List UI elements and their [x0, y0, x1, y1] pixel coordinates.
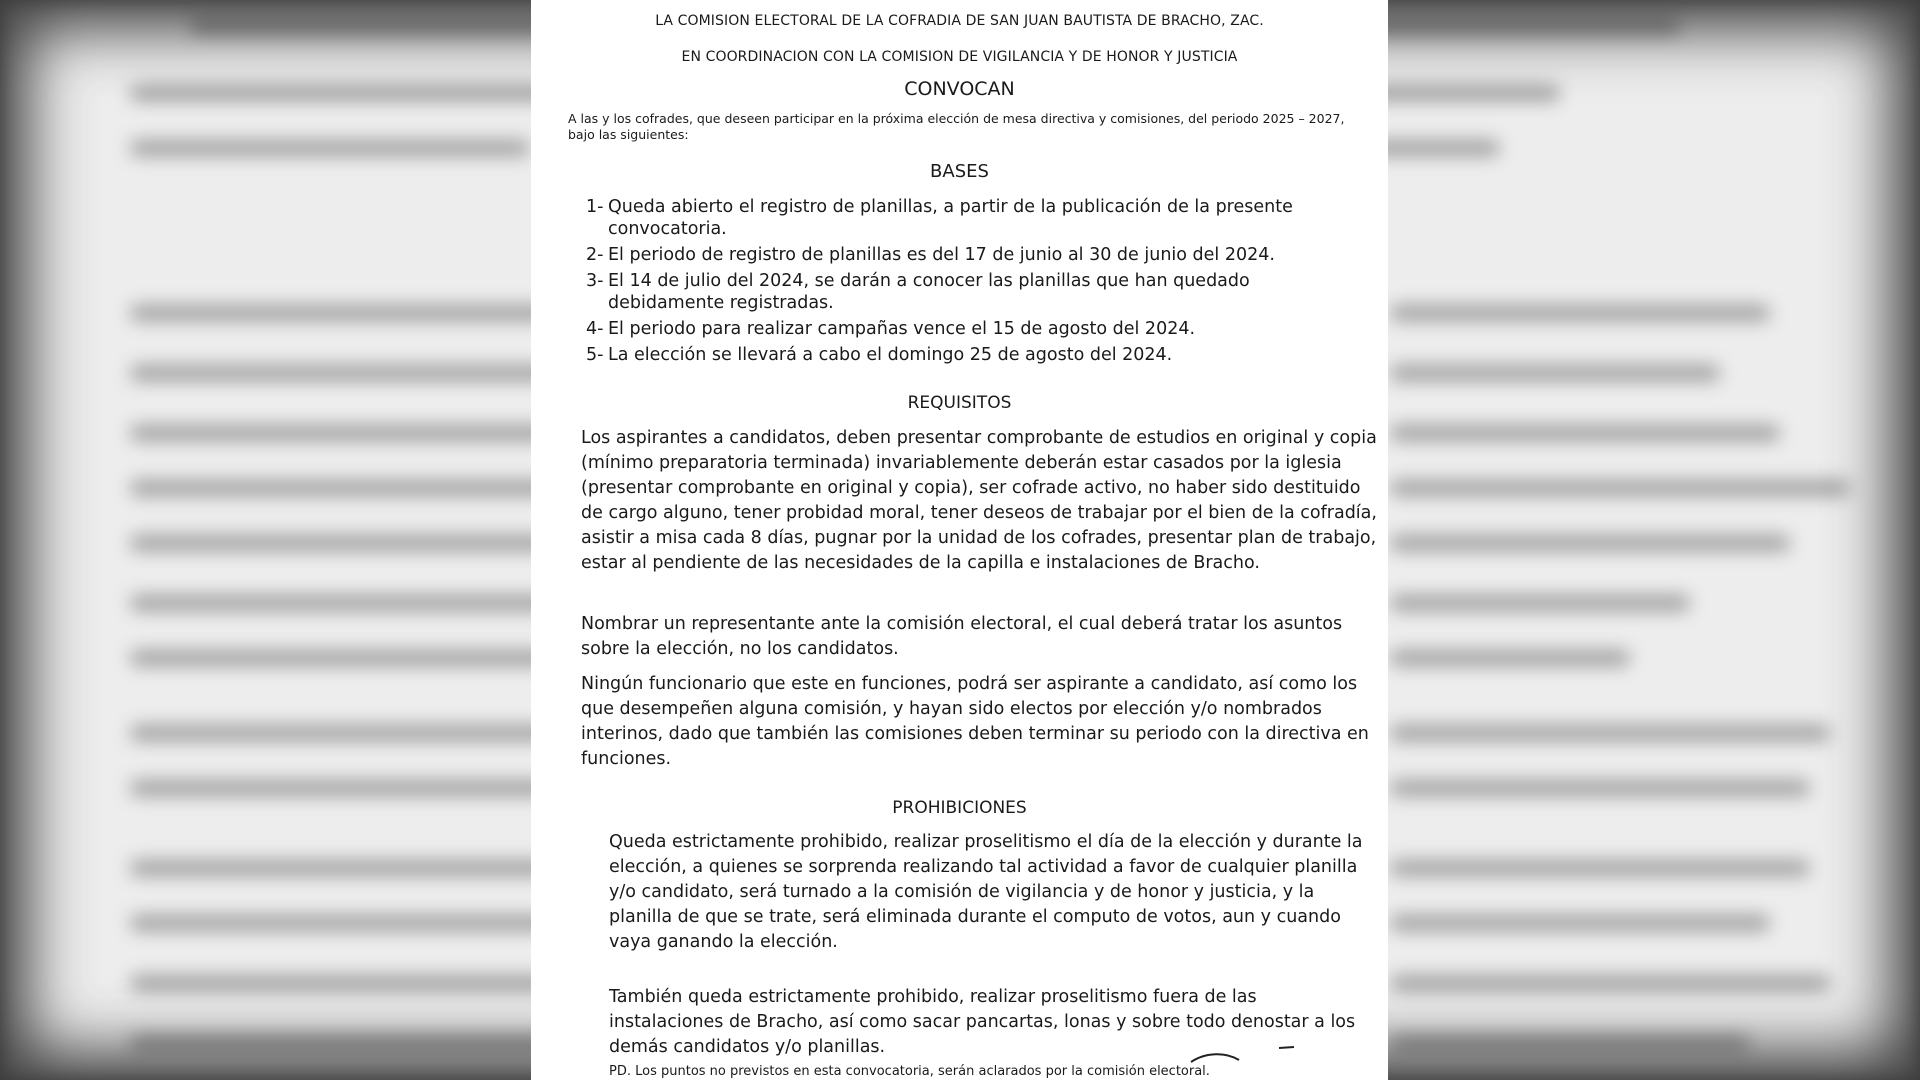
requisitos-paragraph: Los aspirantes a candidatos, deben presentar comprobante de estudios en original y copia (mínimo preparatoria terminada) invariablemente deberán estar casados por la iglesia (presentar comprobante en original y copia), ser cofrade activo, no haber sido destituido de cargo alguno, tener probidad moral, tener deseos de trabajar por el bien de la cofradía, asistir a misa cada 8 días, pugnar por la unidad de los cofrades, presentar plan de trabajo, estar al pendiente de las necesidades de la capilla e instalaciones de Bracho. — [581, 428, 1377, 573]
intro-paragraph: A las y los cofrades, que deseen participar en la próxima elección de mesa directiva y comisiones, del periodo 2025 – 2027, bajo las siguientes: — [568, 111, 1345, 142]
prohibiciones-heading: PROHIBICIONES — [892, 798, 1027, 818]
bases-heading: BASES — [930, 161, 989, 182]
document-page — [531, 0, 1388, 1080]
base-item — [586, 196, 1346, 240]
base-text: Queda abierto el registro de planillas, a partir de la publicación de la presente convocatoria. — [608, 197, 1293, 239]
header-line-2: EN COORDINACION CON LA COMISION DE VIGILANCIA Y DE HONOR Y JUSTICIA — [681, 49, 1238, 65]
base-number: 4- — [586, 319, 604, 339]
base-item — [586, 244, 1346, 266]
base-text: La elección se llevará a cabo el domingo 25 de agosto del 2024. — [608, 345, 1173, 365]
header-line-1: LA COMISION ELECTORAL DE LA COFRADIA DE SAN JUAN BAUTISTA DE BRACHO, ZAC. — [655, 13, 1264, 29]
base-text: El periodo de registro de planillas es del 17 de junio al 30 de junio del 2024. — [608, 245, 1275, 265]
base-item — [586, 318, 1346, 340]
base-item — [586, 270, 1346, 314]
document-title: CONVOCAN — [904, 78, 1015, 100]
requisitos-paragraph: Ningún funcionario que este en funciones, podrá ser aspirante a candidato, así como los que desempeñen alguna comisión, y hayan sido electos por elección y/o nombrados interinos, dado que también las comisiones deben terminar su periodo con la directiva en funciones. — [581, 674, 1369, 769]
base-number: 3- — [586, 271, 604, 291]
base-text: El 14 de julio del 2024, se darán a conocer las planillas que han quedado debidamente registradas. — [608, 271, 1250, 313]
prohibiciones-paragraph: También queda estrictamente prohibido, realizar proselitismo fuera de las instalaciones de Bracho, así como sacar pancartas, lonas y sobre todo denostar a los demás candidatos y/o planillas. — [609, 987, 1356, 1057]
base-number: 1- — [586, 197, 604, 217]
base-number: 2- — [586, 245, 604, 265]
base-item — [586, 344, 1346, 366]
footer-note: PD. Los puntos no previstos en esta convocatoria, serán aclarados por la comisión electoral. — [609, 1064, 1210, 1079]
requisitos-heading: REQUISITOS — [907, 393, 1012, 413]
base-number: 5- — [586, 345, 604, 365]
bases-list — [586, 196, 1346, 370]
base-text: El periodo para realizar campañas vence el 15 de agosto del 2024. — [608, 319, 1196, 339]
prohibiciones-paragraph: Queda estrictamente prohibido, realizar proselitismo el día de la elección y durante la elección, a quienes se sorprenda realizando tal actividad a favor de cualquier planilla y/o candidato, será turnado a la comisión de vigilancia y de honor y justicia, y la planilla de que se trate, será eliminada durante el computo de votos, aun y cuando vaya ganando la elección. — [609, 832, 1363, 952]
requisitos-paragraph: Nombrar un representante ante la comisión electoral, el cual deberá tratar los asuntos sobre la elección, no los candidatos. — [581, 614, 1343, 659]
